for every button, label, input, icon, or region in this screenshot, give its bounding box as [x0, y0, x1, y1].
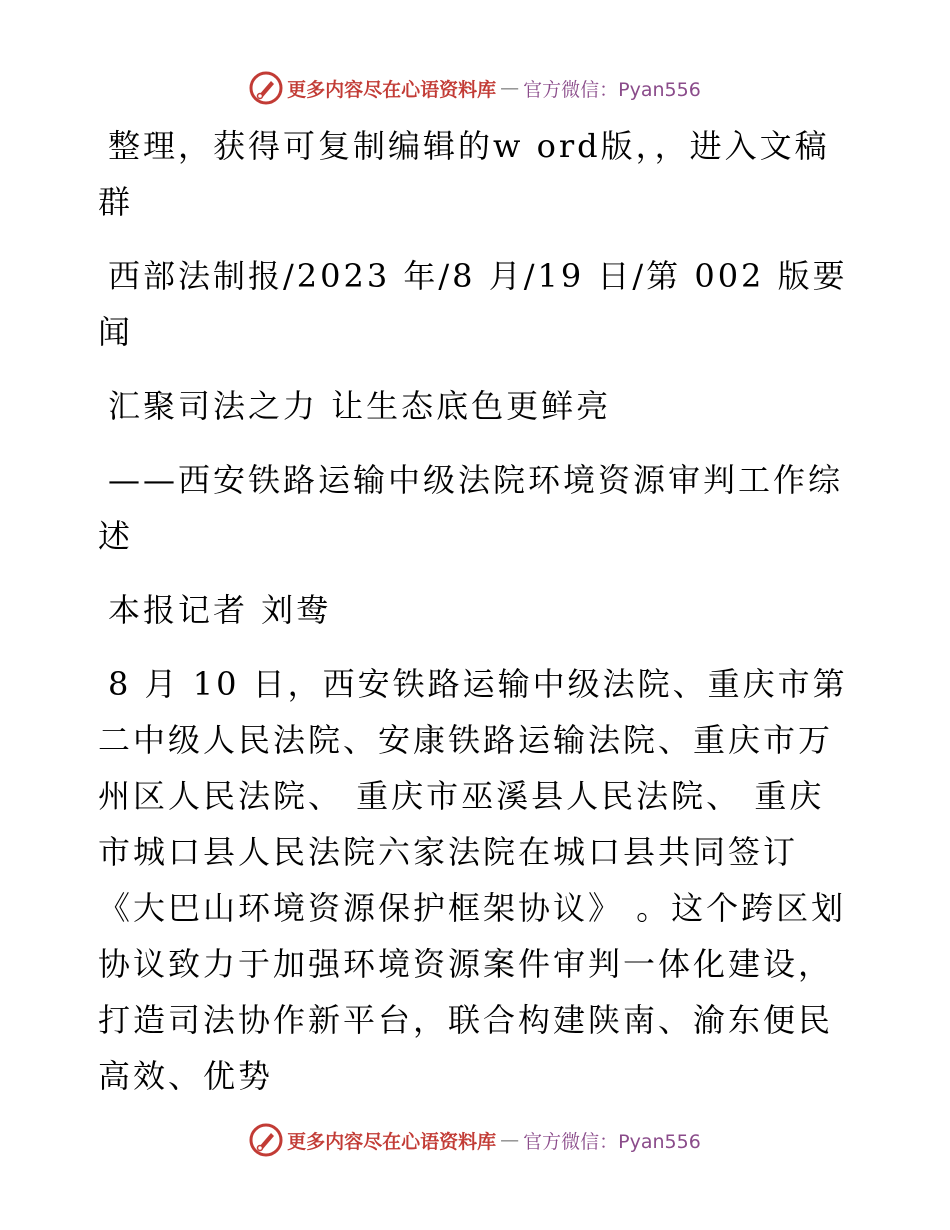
- source-line: 西部法制报/2023 年/8 月/19 日/第 002 版要闻: [98, 257, 848, 351]
- document-body: [98, 118, 858, 1104]
- article-title: 汇聚司法之力 让生态底色更鲜亮: [108, 387, 612, 425]
- pen-nib-logo-icon: [249, 1123, 283, 1157]
- banner-contact: 官方微信：Pyan556: [523, 78, 701, 101]
- pen-nib-logo-icon: [249, 71, 283, 105]
- body-paragraph: 8 月 10 日，西安铁路运输中级法院、重庆市第二中级人民法院、安康铁路运输法院、重庆市万州区人民法院、 重庆市巫溪县人民法院、 重庆市城口县人民法院六家法院在城口县共同签订 《大巴山环境资源保护框架协议》 。这个跨区划协议致力于加强环境资源案件审判一体化建设，打造司法协作新平台，联合构建陕南、渝东便民高效、优势: [98, 665, 848, 1095]
- banner-separator: —: [500, 77, 520, 99]
- banner-separator: —: [500, 1129, 520, 1151]
- byline: 本报记者 刘鸯: [108, 591, 332, 629]
- banner-site-name: 更多内容尽在心语资料库: [287, 78, 497, 101]
- header-banner: [0, 68, 950, 108]
- article-subtitle: ——西安铁路运输中级法院环境资源审判工作综述: [98, 461, 844, 555]
- banner-contact: 官方微信：Pyan556: [523, 1130, 701, 1153]
- banner-site-name: 更多内容尽在心语资料库: [287, 1130, 497, 1153]
- intro-paragraph: 整理，获得可复制编辑的w ord版，，进入文稿群: [98, 127, 830, 221]
- footer-banner-inner: [249, 1123, 701, 1157]
- footer-banner: [0, 1120, 950, 1160]
- header-banner-inner: [249, 71, 701, 105]
